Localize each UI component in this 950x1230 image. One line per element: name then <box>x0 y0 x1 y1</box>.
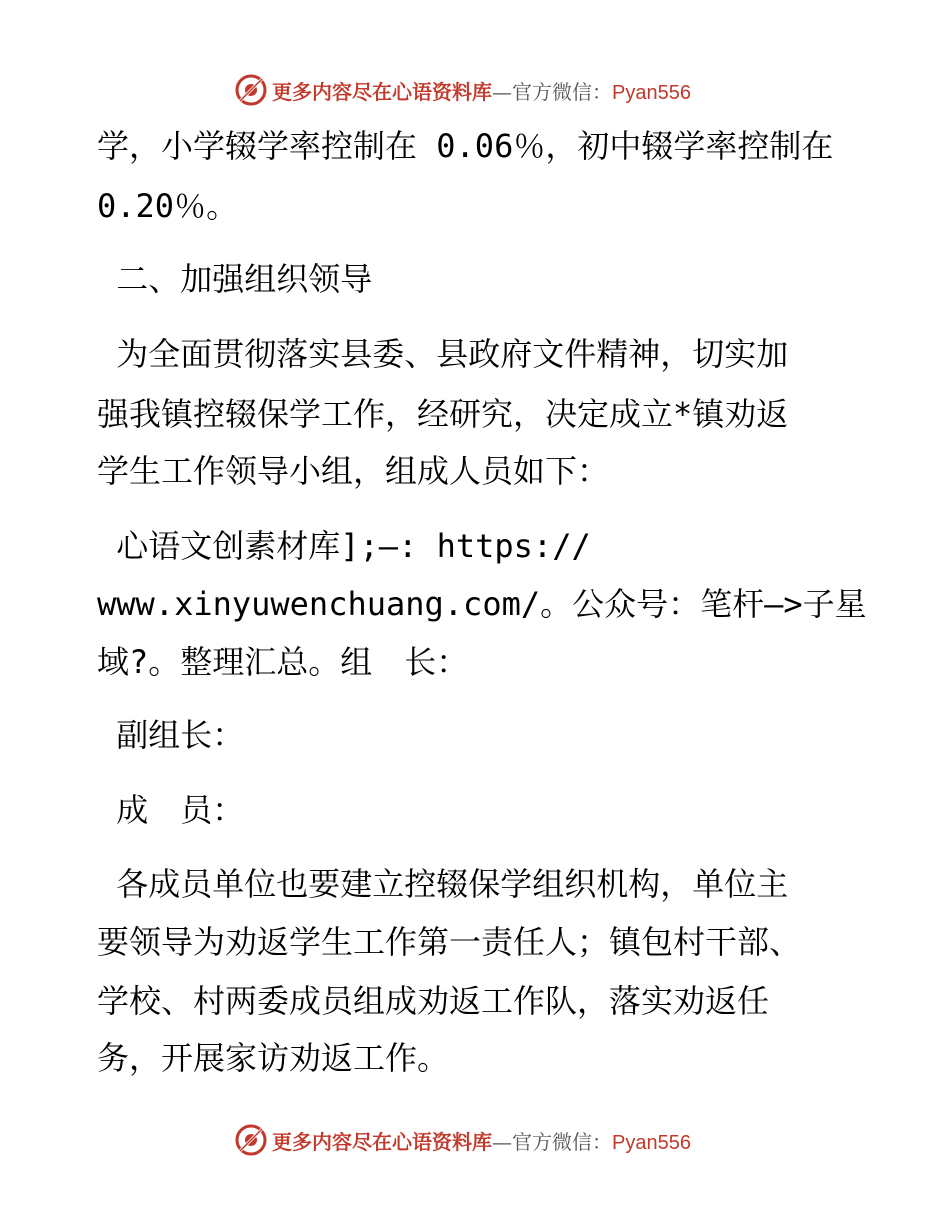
banner-wechat-id: Pyan556 <box>612 1131 691 1154</box>
brand-logo-icon <box>234 1123 268 1157</box>
footer-watermark <box>234 1122 691 1158</box>
banner-title: 更多内容尽在心语资料库 <box>272 79 492 104</box>
body-line: 为全面贯彻落实县委、县政府文件精神，切实加 <box>97 335 789 373</box>
body-line: 0.20％。 <box>97 187 239 225</box>
body-line: www.xinyuwenchuang.com/。公众号：笔杆—>子星 <box>97 585 867 623</box>
body-line: 要领导为劝返学生工作第一责任人；镇包村干部、 <box>97 923 802 961</box>
body-line: 强我镇控辍保学工作，经研究，决定成立*镇劝返 <box>97 395 789 433</box>
body-line: 心语文创素材库];—: https:// <box>97 527 591 565</box>
banner-title: 更多内容尽在心语资料库 <box>272 1129 492 1154</box>
body-line: 域?。整理汇总。组 长： <box>97 643 469 681</box>
body-line: 务，开展家访劝返工作。 <box>97 1039 450 1077</box>
section-heading: 二、加强组织领导 <box>97 260 373 298</box>
body-line: 各成员单位也要建立控辍保学组织机构，单位主 <box>97 865 789 903</box>
body-line: 成 员： <box>97 791 245 829</box>
banner-separator: —官方微信： <box>492 1129 612 1154</box>
brand-logo-icon <box>234 73 268 107</box>
body-line: 学生工作领导小组，组成人员如下： <box>97 452 610 490</box>
banner-wechat-id: Pyan556 <box>612 81 691 104</box>
body-line: 学校、村两委成员组成劝返工作队，落实劝返任 <box>97 982 770 1020</box>
header-watermark <box>234 72 691 108</box>
body-line: 学，小学辍学率控制在 0.06％，初中辍学率控制在 <box>97 127 834 165</box>
body-line: 副组长： <box>97 716 245 754</box>
banner-separator: —官方微信： <box>492 79 612 104</box>
